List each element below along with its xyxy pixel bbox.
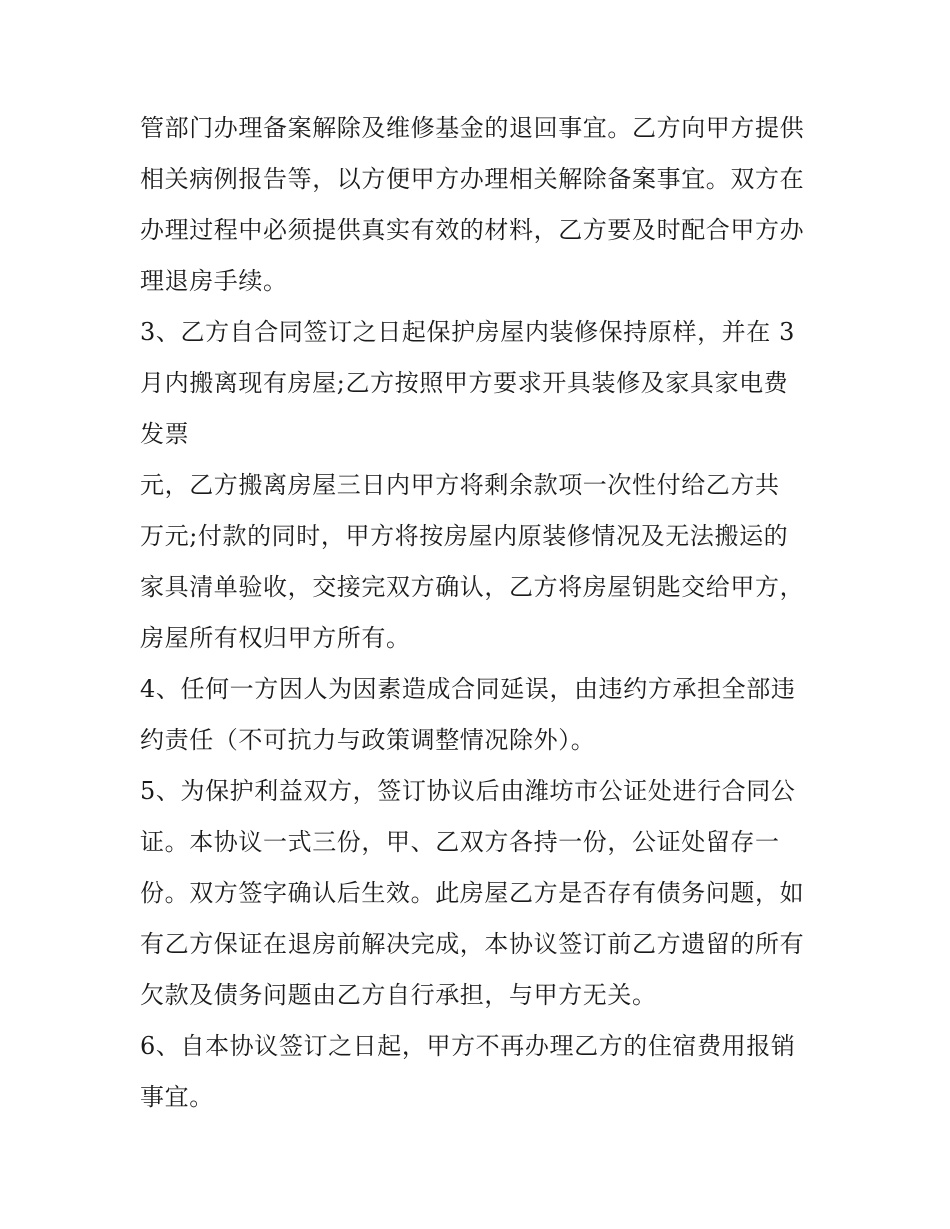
text-line: 发票 — [140, 420, 190, 448]
clause-5-line: 5、为保护利益双方，签订协议后由潍坊市公证处进行合同公 — [140, 777, 796, 805]
text-line: 事宜。 — [140, 1083, 214, 1111]
text-line: 理退房手续。 — [140, 267, 288, 295]
text-line: 证。本协议一式三份，甲、乙双方各持一份，公证处留存一 — [140, 828, 780, 856]
text-line: 月内搬离现有房屋;乙方按照甲方要求开具装修及家具家电费 — [140, 369, 789, 397]
text-line: 份。双方签字确认后生效。此房屋乙方是否存有债务问题，如 — [140, 879, 805, 907]
text-line: 万元;付款的同时，甲方将按房屋内原装修情况及无法搬运的 — [140, 522, 789, 550]
clause-6-line: 6、自本协议签订之日起，甲方不再办理乙方的住宿费用报销 — [140, 1032, 796, 1060]
text-line: 元，乙方搬离房屋三日内甲方将剩余款项一次性付给乙方共 — [140, 471, 780, 499]
document-body — [140, 103, 820, 1123]
clause-3-line: 3、乙方自合同签订之日起保护房屋内装修保持原样，并在 3 — [140, 318, 795, 346]
text-line: 欠款及债务问题由乙方自行承担，与甲方无关。 — [140, 981, 657, 1009]
text-line: 办理过程中必须提供真实有效的材料，乙方要及时配合甲方办 — [140, 216, 805, 244]
text-line: 房屋所有权归甲方所有。 — [140, 624, 411, 652]
text-line: 有乙方保证在退房前解决完成，本协议签订前乙方遗留的所有 — [140, 930, 805, 958]
text-line: 家具清单验收，交接完双方确认，乙方将房屋钥匙交给甲方， — [140, 573, 805, 601]
clause-4-line: 4、任何一方因人为因素造成合同延误，由违约方承担全部违 — [140, 675, 796, 703]
text-line: 约责任（不可抗力与政策调整情况除外）。 — [140, 726, 596, 754]
text-line: 管部门办理备案解除及维修基金的退回事宜。乙方向甲方提供 — [140, 114, 805, 142]
text-line: 相关病例报告等，以方便甲方办理相关解除备案事宜。双方在 — [140, 165, 805, 193]
